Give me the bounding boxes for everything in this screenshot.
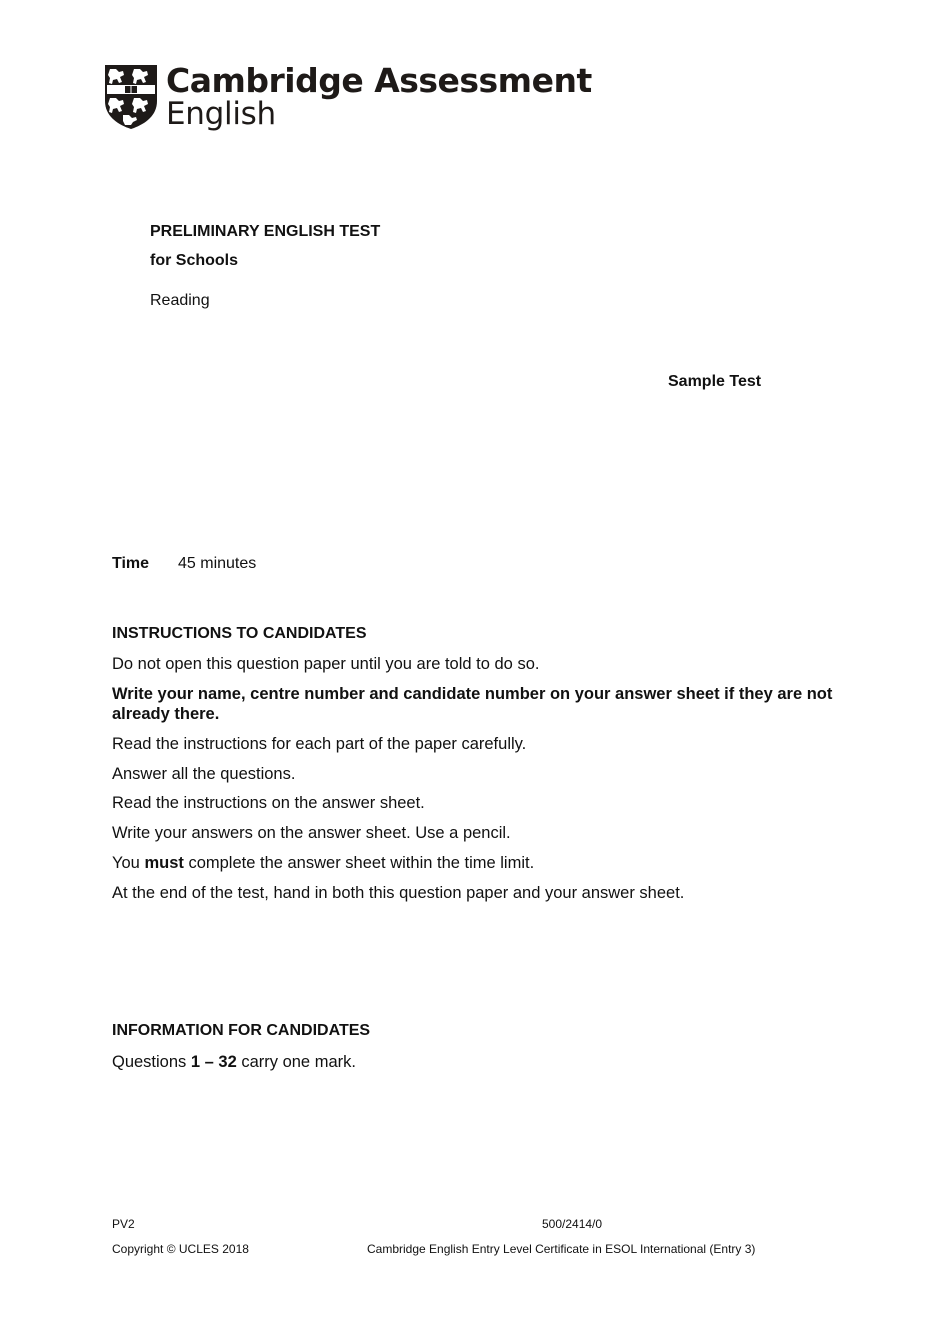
logo-line-2: English (166, 96, 276, 132)
footer-code-left: PV2 (112, 1217, 135, 1231)
cambridge-assessment-logo (103, 61, 592, 133)
information-line (112, 1052, 872, 1072)
information-prefix: Questions (112, 1053, 191, 1071)
footer-qualification: Cambridge English Entry Level Certificate in ESOL International (Entry 3) (367, 1242, 756, 1256)
must-suffix: complete the answer sheet within the time limit. (183, 854, 535, 872)
instruction-item: Answer all the questions. (112, 765, 296, 783)
sample-test-label: Sample Test (668, 373, 762, 390)
paper-name: Reading (150, 292, 210, 309)
information-heading: INFORMATION FOR CANDIDATES (112, 1022, 371, 1039)
instruction-item: Write your answers on the answer sheet. Use a pencil. (112, 824, 511, 842)
time-value: 45 minutes (178, 555, 257, 572)
instruction-item: At the end of the test, hand in both this question paper and your answer sheet. (112, 884, 685, 902)
instruction-item-must (112, 853, 872, 873)
footer-copyright: Copyright © UCLES 2018 (112, 1242, 249, 1256)
time-label: Time (112, 555, 150, 572)
logo-line-1: Cambridge Assessment (166, 61, 592, 100)
footer-code-right: 500/2414/0 (542, 1217, 603, 1231)
instruction-item: Do not open this question paper until you are told to do so. (112, 655, 540, 673)
cambridge-shield-icon (103, 63, 159, 130)
test-subtitle: for Schools (150, 252, 239, 269)
must-prefix: You (112, 854, 145, 872)
must-emphasis: must (144, 854, 184, 872)
instruction-item: Read the instructions on the answer sheet. (112, 794, 425, 812)
instructions-heading: INSTRUCTIONS TO CANDIDATES (112, 625, 367, 642)
instruction-item-bold: Write your name, centre number and candidate number on your answer sheet if they are not already there. (112, 685, 833, 723)
instruction-item: Read the instructions for each part of the paper carefully. (112, 735, 527, 753)
question-range: 1 – 32 (190, 1053, 237, 1071)
information-suffix: carry one mark. (236, 1053, 356, 1071)
test-name: PRELIMINARY ENGLISH TEST (150, 223, 381, 240)
